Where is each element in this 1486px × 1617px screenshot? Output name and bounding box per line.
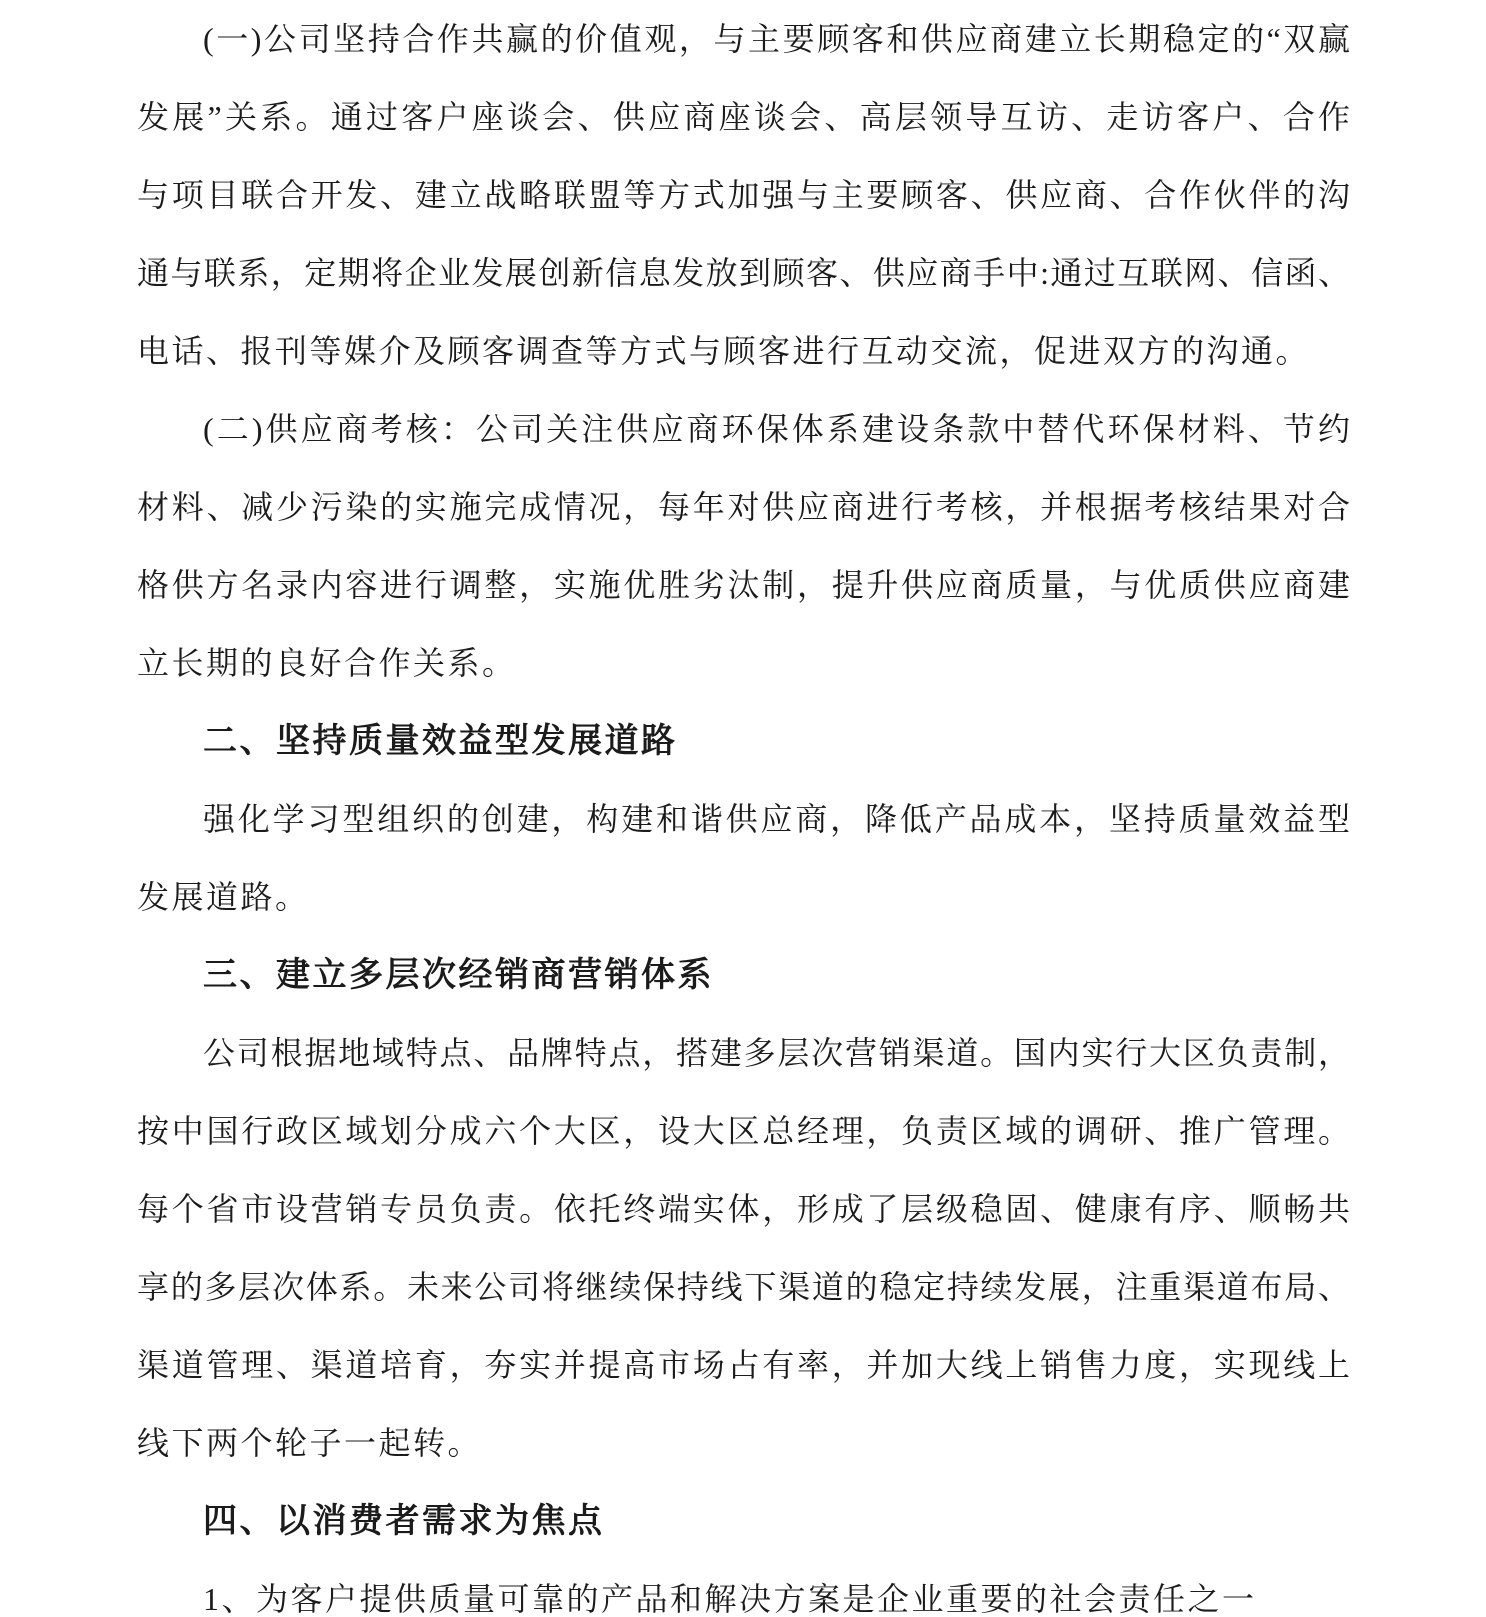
text-line: 立长期的良好合作关系。 bbox=[137, 645, 517, 681]
paragraph-supplier-assessment bbox=[137, 390, 1350, 702]
heading-multilevel-dealer-marketing bbox=[137, 936, 1350, 1014]
section-heading: 三、建立多层次经销商营销体系 bbox=[203, 956, 714, 994]
text-line: 发展道路。 bbox=[137, 879, 310, 915]
section-heading: 二、坚持质量效益型发展道路 bbox=[203, 722, 678, 760]
text-line: 发展”关系。通过客户座谈会、供应商座谈会、高层领导互访、走访客户、合作 bbox=[137, 99, 1350, 135]
text-line: 与项目联合开发、建立战略联盟等方式加强与主要顾客、供应商、合作伙伴的沟 bbox=[137, 177, 1350, 213]
paragraph-reliable-products bbox=[137, 1560, 1350, 1617]
text-line: 1、为客户提供质量可靠的产品和解决方案是企业重要的社会责任之一 bbox=[203, 1581, 1257, 1617]
paragraph-learning-organization bbox=[137, 780, 1350, 936]
text-line: 线下两个轮子一起转。 bbox=[137, 1425, 483, 1461]
text-line: 渠道管理、渠道培育，夯实并提高市场占有率，并加大线上销售力度，实现线上 bbox=[137, 1347, 1350, 1383]
text-line: 每个省市设营销专员负责。依托终端实体，形成了层级稳固、健康有序、顺畅共 bbox=[137, 1191, 1350, 1227]
text-line: 格供方名录内容进行调整，实施优胜劣汰制，提升供应商质量，与优质供应商建 bbox=[137, 567, 1350, 603]
text-line: 强化学习型组织的创建，构建和谐供应商，降低产品成本，坚持质量效益型 bbox=[203, 801, 1350, 837]
text-line: 通与联系，定期将企业发展创新信息发放到顾客、供应商手中:通过互联网、信函、 bbox=[137, 255, 1350, 291]
heading-quality-benefit-development bbox=[137, 702, 1350, 780]
heading-consumer-demand-focus bbox=[137, 1482, 1350, 1560]
text-line: (二)供应商考核：公司关注供应商环保体系建设条款中替代环保材料、节约 bbox=[203, 411, 1350, 447]
text-line: 享的多层次体系。未来公司将继续保持线下渠道的稳定持续发展，注重渠道布局、 bbox=[137, 1269, 1350, 1305]
text-line: (一)公司坚持合作共赢的价值观，与主要顾客和供应商建立长期稳定的“双赢 bbox=[203, 21, 1350, 57]
text-line: 按中国行政区域划分成六个大区，设大区总经理，负责区域的调研、推广管理。 bbox=[137, 1113, 1350, 1149]
text-line: 公司根据地域特点、品牌特点，搭建多层次营销渠道。国内实行大区负责制， bbox=[203, 1035, 1350, 1071]
paragraph-cooperation-winwin bbox=[137, 0, 1350, 390]
section-heading: 四、以消费者需求为焦点 bbox=[203, 1502, 605, 1540]
paragraph-marketing-channels bbox=[137, 1014, 1350, 1482]
text-line: 电话、报刊等媒介及顾客调查等方式与顾客进行互动交流，促进双方的沟通。 bbox=[137, 333, 1311, 369]
text-line: 材料、减少污染的实施完成情况，每年对供应商进行考核，并根据考核结果对合 bbox=[137, 489, 1350, 525]
